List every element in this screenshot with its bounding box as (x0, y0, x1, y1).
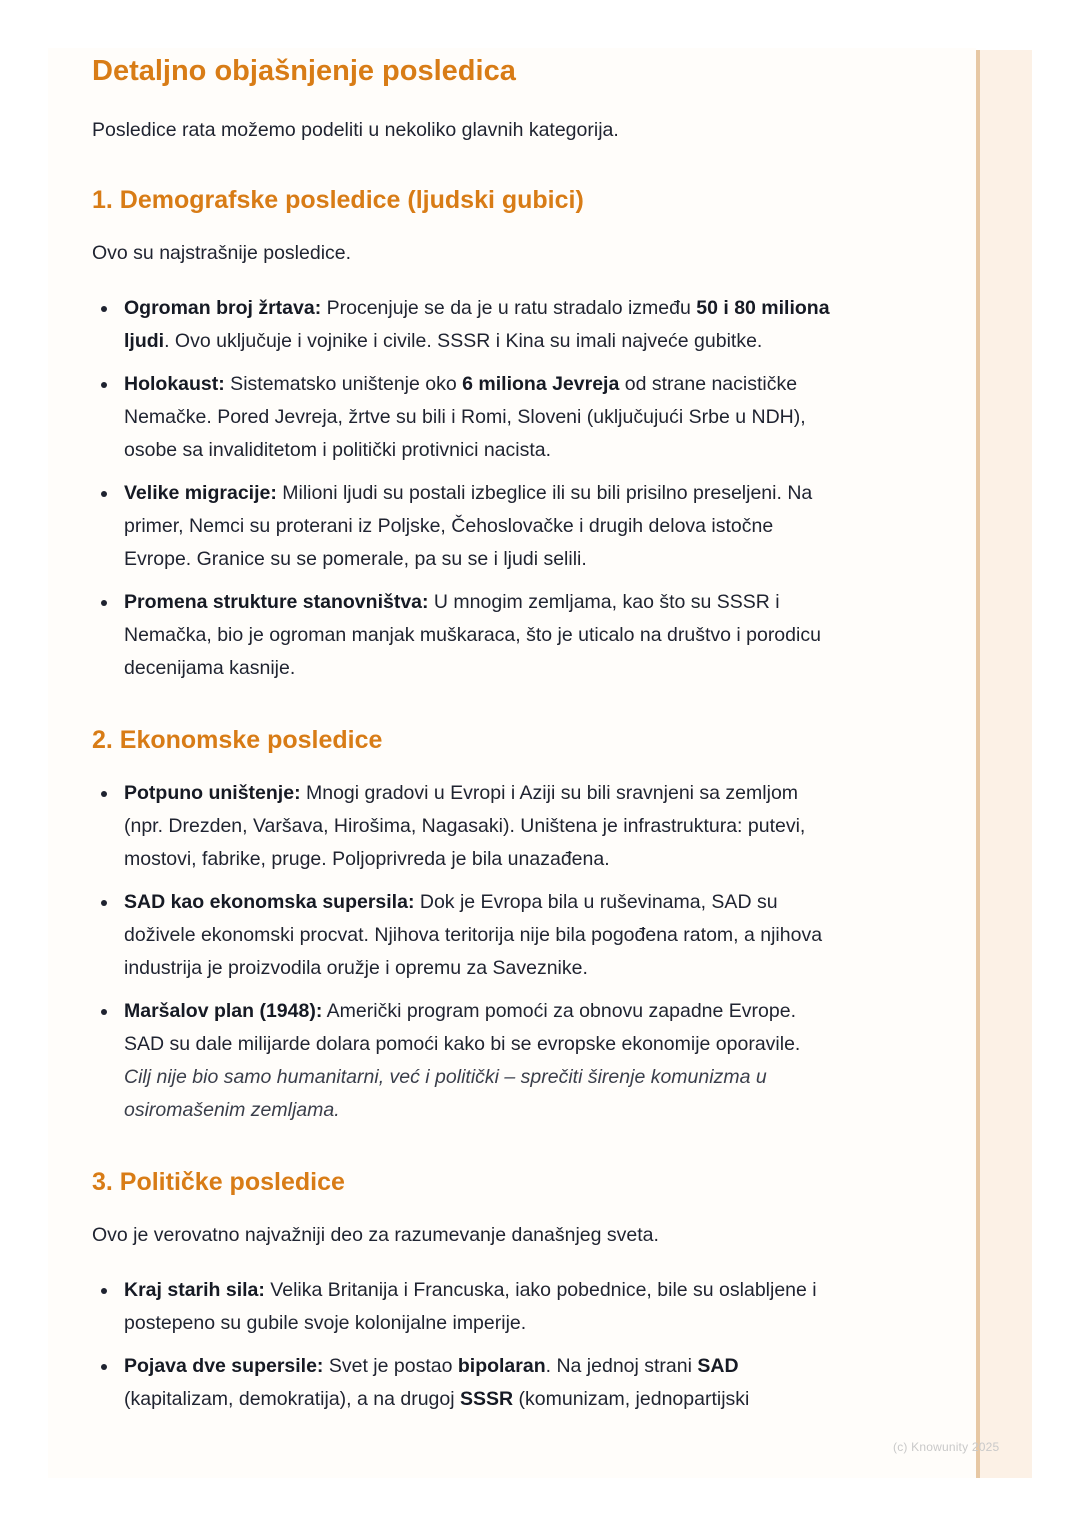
list-item: SAD kao ekonomska supersila: Dok je Evropa bila u ruševinama, SAD su doživele ekonomski procvat. Njihova teritorija nije bila pogođena ratom, a njihova industrija je proizvodila oružje i opremu za Saveznike. (92, 886, 832, 985)
list-item: Potpuno uništenje: Mnogi gradovi u Evropi i Aziji su bili sravnjeni sa zemljom (npr. Drezden, Varšava, Hirošima, Nagasaki). Uništena je infrastruktura: putevi, mostovi, fabrike, pruge. Poljoprivreda je bila unazađena. (92, 777, 832, 876)
copyright-watermark: (c) Knowunity 2025 (893, 1440, 1000, 1454)
list-item: Pojava dve supersile: Svet je postao bipolaran. Na jednoj strani SAD (kapitalizam, demokratija), a na drugoj SSSR (komunizam, jednopartijski (92, 1350, 832, 1416)
margin-panel (980, 50, 1032, 1478)
intro-paragraph: Posledice rata možemo podeliti u nekoliko glavnih kategorija. (92, 119, 619, 141)
list-item: Kraj starih sila: Velika Britanija i Francuska, iako pobednice, bile su oslabljene i postepeno su gubile svoje kolonijalne imperije. (92, 1274, 832, 1340)
list-item: Ogroman broj žrtava: Procenjuje se da je u ratu stradalo između 50 i 80 miliona ljudi. Ovo uključuje i vojnike i civile. SSSR i Kina su imali najveće gubitke. (92, 292, 832, 358)
list-item: Promena strukture stanovništva: U mnogim zemljama, kao što su SSSR i Nemačka, bio je ogroman manjak muškaraca, što je uticalo na društvo i porodicu decenijama kasnije. (92, 586, 832, 685)
bullet-list (92, 777, 832, 1127)
bullet-list (92, 292, 832, 685)
list-item: Maršalov plan (1948): Američki program pomoći za obnovu zapadne Evrope. SAD su dale milijarde dolara pomoći kako bi se evropske ekonomije oporavile. Cilj nije bio samo humanitarni, već i politički – sprečiti širenje komunizma u osiromašenim zemljama. (92, 995, 832, 1127)
section-heading-ekonomske: 2. Ekonomske posledice (92, 726, 383, 754)
page-title: Detaljno objašnjenje posledica (92, 55, 516, 87)
section-lead: Ovo je verovatno najvažniji deo za razumevanje današnjeg sveta. (92, 1224, 659, 1246)
section-lead: Ovo su najstrašnije posledice. (92, 242, 352, 264)
list-item: Velike migracije: Milioni ljudi su postali izbeglice ili su bili prisilno preseljeni. Na primer, Nemci su proterani iz Poljske, Čehoslovačke i drugih delova istočne Evrope. Granice su se pomerale, pa su se i ljudi selili. (92, 477, 832, 576)
bullet-list (92, 1274, 832, 1416)
list-item: Holokaust: Sistematsko uništenje oko 6 miliona Jevreja od strane nacističke Nemačke. Pored Jevreja, žrtve su bili i Romi, Sloveni (uključujući Srbe u NDH), osobe sa invaliditetom i politički protivnici nacista. (92, 368, 832, 467)
section-heading-demografske: 1. Demografske posledice (ljudski gubici) (92, 186, 584, 214)
document-content (92, 52, 832, 1416)
section-heading-politicke: 3. Političke posledice (92, 1168, 345, 1196)
